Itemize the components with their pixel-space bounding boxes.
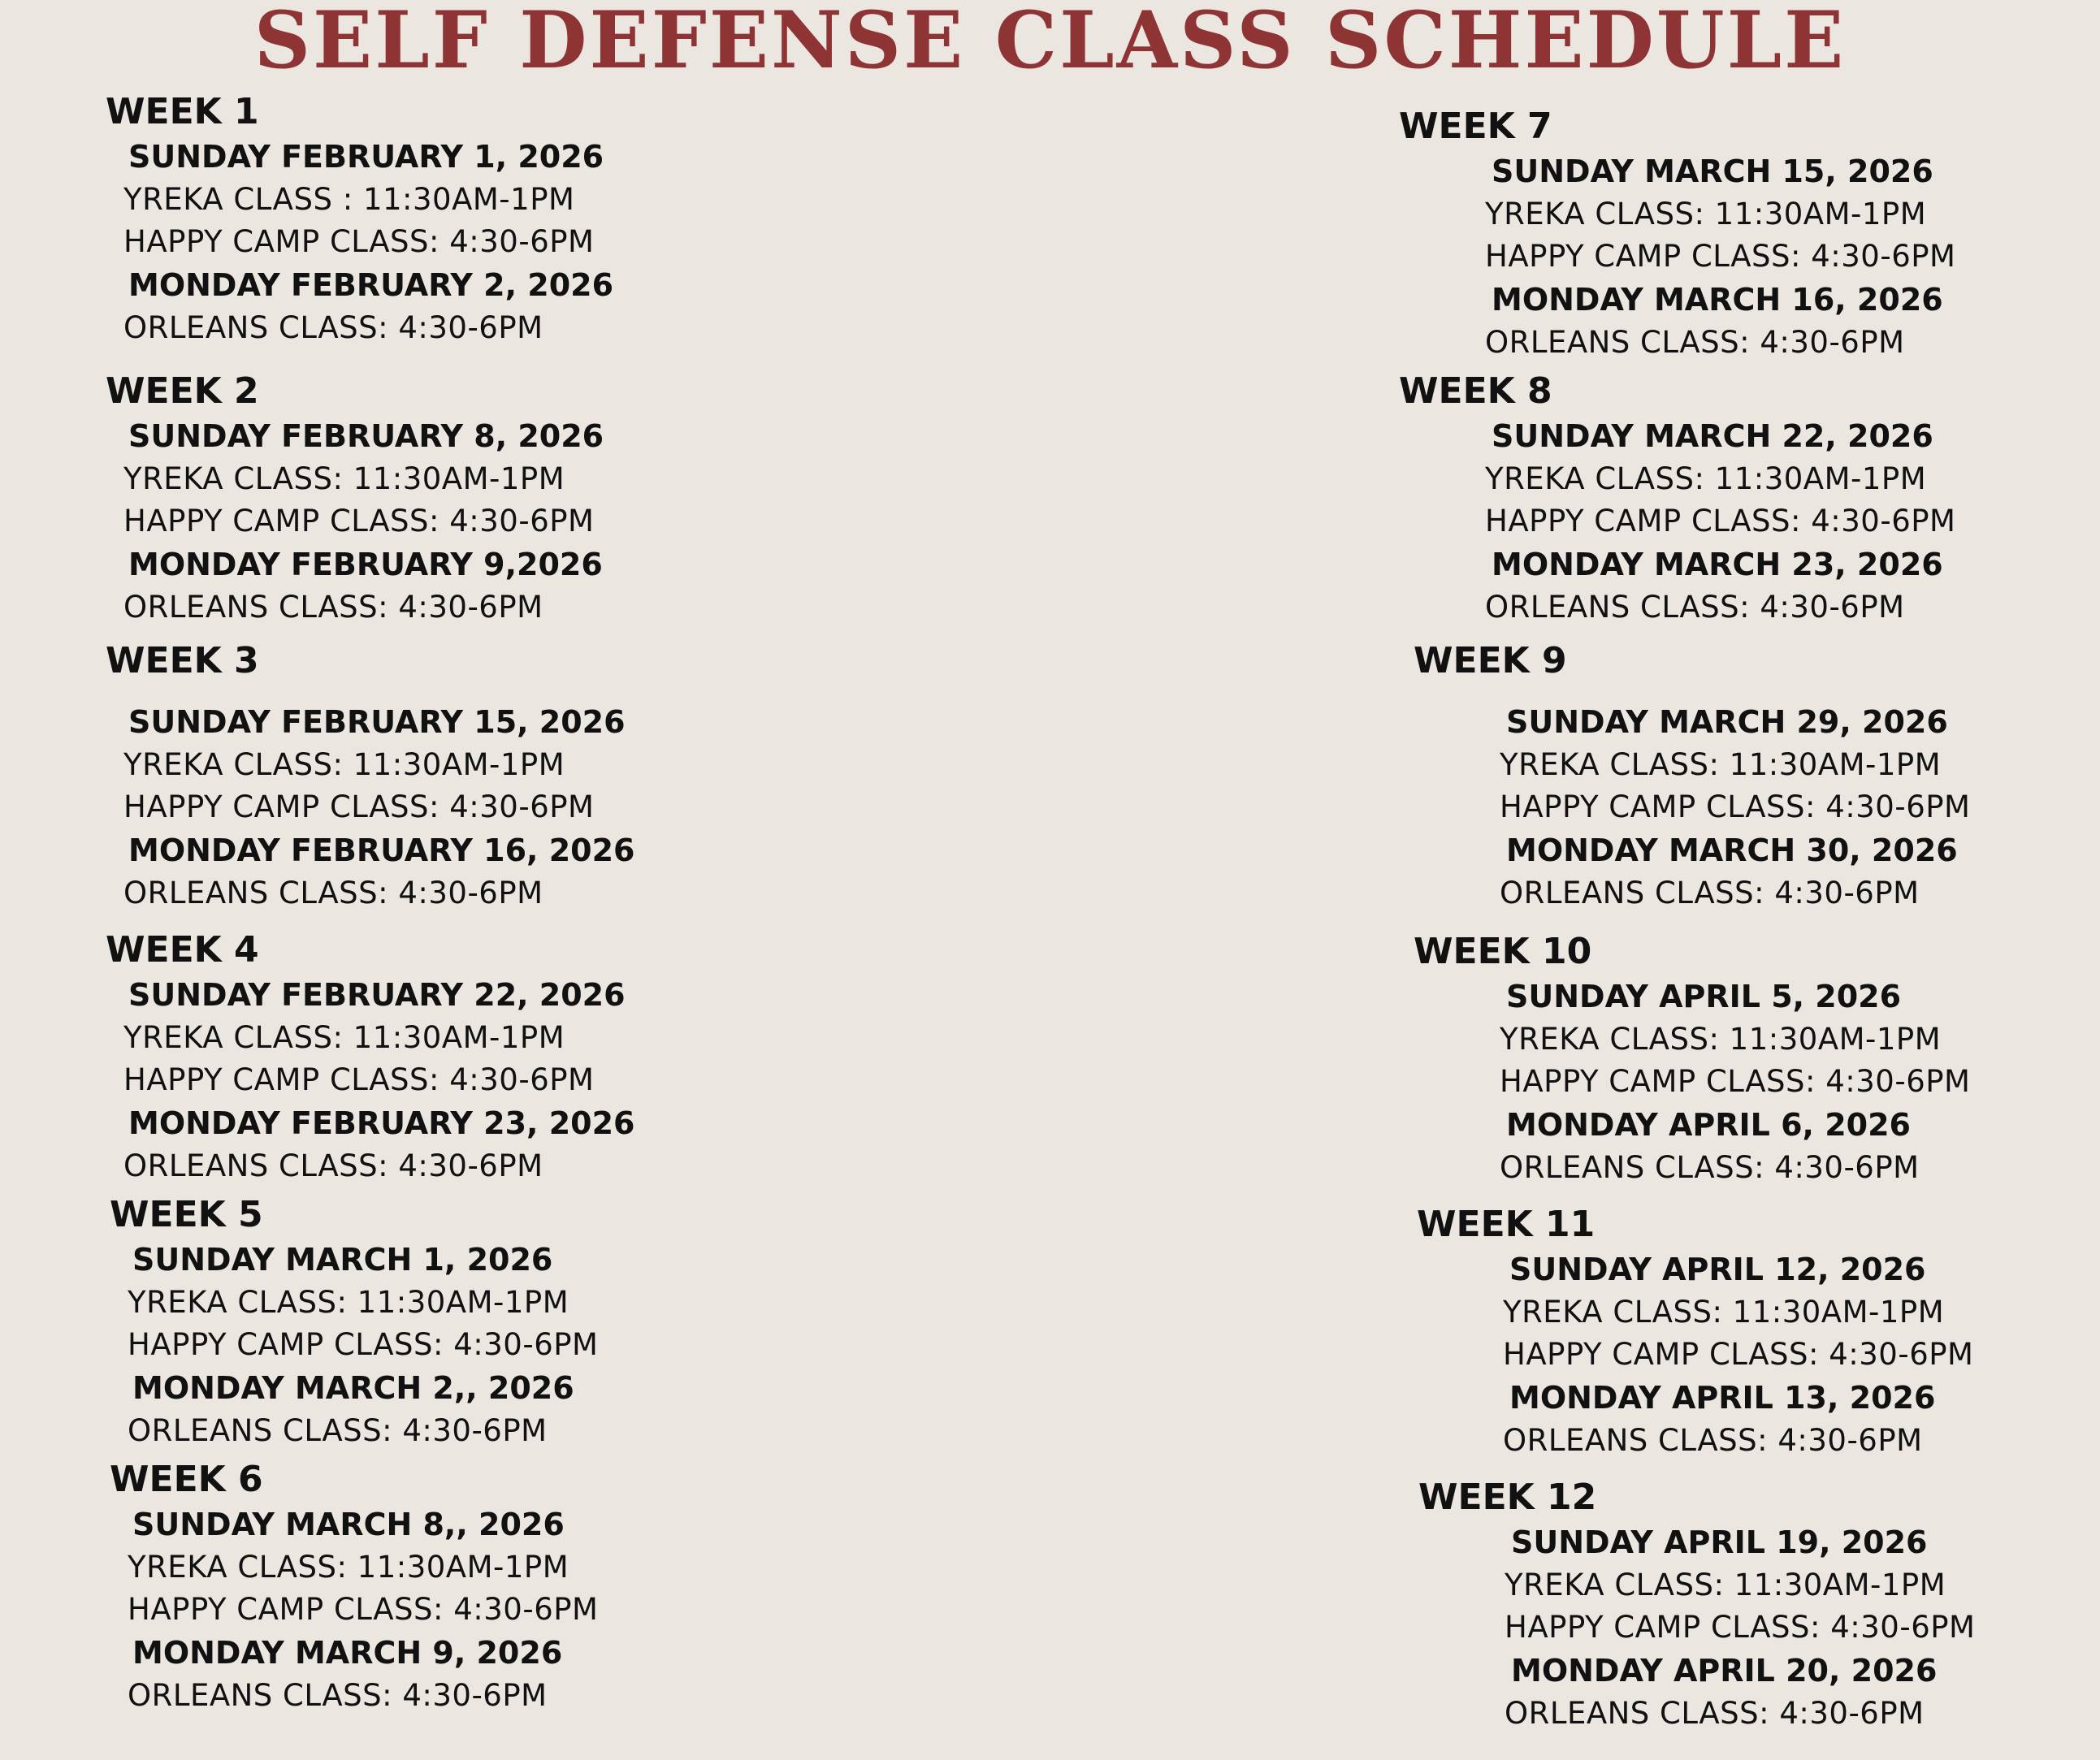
yreka-class-time: YREKA CLASS: 11:30AM-1PM [1500, 1022, 1942, 1057]
week-block [110, 1457, 922, 1717]
happy-camp-class-time: HAPPY CAMP CLASS: 4:30-6PM [123, 224, 595, 259]
happy-camp-class-time: HAPPY CAMP CLASS: 4:30-6PM [123, 504, 595, 538]
week-block [106, 928, 918, 1187]
week-label: WEEK 4 [106, 929, 259, 971]
yreka-class-time: YREKA CLASS: 11:30AM-1PM [123, 1020, 565, 1055]
orleans-class-time: ORLEANS CLASS: 4:30-6PM [123, 310, 543, 345]
week-label: WEEK 3 [106, 640, 259, 681]
orleans-class-time: ORLEANS CLASS: 4:30-6PM [123, 876, 543, 910]
orleans-class-time: ORLEANS CLASS: 4:30-6PM [1500, 1150, 1920, 1185]
sunday-date: SUNDAY APRIL 5, 2026 [1506, 979, 1902, 1014]
sunday-date: SUNDAY MARCH 29, 2026 [1506, 704, 1948, 740]
monday-date: MONDAY MARCH 2,, 2026 [132, 1370, 574, 1406]
week-block [1417, 1202, 2100, 1462]
happy-camp-class-time: HAPPY CAMP CLASS: 4:30-6PM [1505, 1610, 1976, 1645]
sunday-date: SUNDAY FEBRUARY 15, 2026 [128, 704, 626, 740]
orleans-class-time: ORLEANS CLASS: 4:30-6PM [128, 1678, 548, 1713]
week-label: WEEK 8 [1399, 370, 1552, 412]
monday-date: MONDAY FEBRUARY 9,2026 [128, 547, 603, 582]
week-label: WEEK 10 [1414, 931, 1592, 972]
yreka-class-time: YREKA CLASS: 11:30AM-1PM [123, 461, 565, 496]
monday-date: MONDAY FEBRUARY 2, 2026 [128, 267, 614, 303]
orleans-class-time: ORLEANS CLASS: 4:30-6PM [1485, 325, 1905, 360]
happy-camp-class-time: HAPPY CAMP CLASS: 4:30-6PM [1500, 789, 1971, 824]
happy-camp-class-time: HAPPY CAMP CLASS: 4:30-6PM [128, 1592, 599, 1627]
yreka-class-time: YREKA CLASS: 11:30AM-1PM [1500, 747, 1942, 782]
week-label: WEEK 11 [1417, 1204, 1596, 1245]
monday-date: MONDAY MARCH 16, 2026 [1492, 282, 1943, 318]
yreka-class-time: YREKA CLASS: 11:30AM-1PM [1485, 197, 1927, 231]
week-block [106, 369, 918, 629]
yreka-class-time: YREKA CLASS: 11:30AM-1PM [128, 1550, 569, 1585]
week-block [1414, 638, 2100, 915]
sunday-date: SUNDAY FEBRUARY 1, 2026 [128, 139, 604, 175]
yreka-class-time: YREKA CLASS: 11:30AM-1PM [128, 1285, 569, 1320]
monday-date: MONDAY MARCH 30, 2026 [1506, 832, 1958, 868]
happy-camp-class-time: HAPPY CAMP CLASS: 4:30-6PM [128, 1327, 599, 1362]
week-block [1399, 104, 2100, 364]
week-label: WEEK 12 [1418, 1477, 1597, 1518]
week-block [106, 89, 918, 349]
page-title: SELF DEFENSE CLASS SCHEDULE [253, 0, 1847, 86]
sunday-date: SUNDAY APRIL 12, 2026 [1509, 1252, 1926, 1287]
week-label: WEEK 1 [106, 91, 259, 132]
week-block [106, 638, 918, 915]
happy-camp-class-time: HAPPY CAMP CLASS: 4:30-6PM [1485, 504, 1956, 538]
happy-camp-class-time: HAPPY CAMP CLASS: 4:30-6PM [1500, 1064, 1971, 1099]
sunday-date: SUNDAY MARCH 1, 2026 [132, 1242, 553, 1278]
yreka-class-time: YREKA CLASS: 11:30AM-1PM [1505, 1568, 1946, 1602]
monday-date: MONDAY FEBRUARY 16, 2026 [128, 832, 635, 868]
sunday-date: SUNDAY APRIL 19, 2026 [1511, 1524, 1928, 1560]
week-label: WEEK 5 [110, 1194, 263, 1235]
monday-date: MONDAY FEBRUARY 23, 2026 [128, 1105, 635, 1141]
happy-camp-class-time: HAPPY CAMP CLASS: 4:30-6PM [1503, 1337, 1974, 1372]
sunday-date: SUNDAY MARCH 15, 2026 [1492, 154, 1933, 189]
week-label: WEEK 7 [1399, 106, 1552, 147]
orleans-class-time: ORLEANS CLASS: 4:30-6PM [1500, 876, 1920, 910]
monday-date: MONDAY APRIL 13, 2026 [1509, 1380, 1936, 1416]
orleans-class-time: ORLEANS CLASS: 4:30-6PM [123, 1148, 543, 1183]
orleans-class-time: ORLEANS CLASS: 4:30-6PM [1503, 1423, 1923, 1458]
sunday-date: SUNDAY MARCH 22, 2026 [1492, 418, 1933, 454]
week-block [1414, 929, 2100, 1189]
monday-date: MONDAY APRIL 20, 2026 [1511, 1653, 1938, 1689]
week-label: WEEK 6 [110, 1459, 263, 1500]
sunday-date: SUNDAY MARCH 8,, 2026 [132, 1507, 565, 1542]
orleans-class-time: ORLEANS CLASS: 4:30-6PM [1505, 1696, 1925, 1731]
sunday-date: SUNDAY FEBRUARY 22, 2026 [128, 977, 626, 1013]
happy-camp-class-time: HAPPY CAMP CLASS: 4:30-6PM [123, 789, 595, 824]
happy-camp-class-time: HAPPY CAMP CLASS: 4:30-6PM [123, 1062, 595, 1097]
monday-date: MONDAY MARCH 23, 2026 [1492, 547, 1943, 582]
week-block [110, 1192, 922, 1452]
yreka-class-time: YREKA CLASS: 11:30AM-1PM [123, 747, 565, 782]
orleans-class-time: ORLEANS CLASS: 4:30-6PM [123, 590, 543, 625]
happy-camp-class-time: HAPPY CAMP CLASS: 4:30-6PM [1485, 239, 1956, 274]
week-block [1418, 1475, 2100, 1735]
orleans-class-time: ORLEANS CLASS: 4:30-6PM [128, 1413, 548, 1448]
yreka-class-time: YREKA CLASS : 11:30AM-1PM [123, 182, 575, 217]
sunday-date: SUNDAY FEBRUARY 8, 2026 [128, 418, 604, 454]
monday-date: MONDAY MARCH 9, 2026 [132, 1635, 563, 1671]
week-block [1399, 369, 2100, 629]
monday-date: MONDAY APRIL 6, 2026 [1506, 1107, 1911, 1143]
orleans-class-time: ORLEANS CLASS: 4:30-6PM [1485, 590, 1905, 625]
yreka-class-time: YREKA CLASS: 11:30AM-1PM [1485, 461, 1927, 496]
week-label: WEEK 9 [1414, 640, 1567, 681]
yreka-class-time: YREKA CLASS: 11:30AM-1PM [1503, 1295, 1945, 1330]
week-label: WEEK 2 [106, 370, 259, 412]
